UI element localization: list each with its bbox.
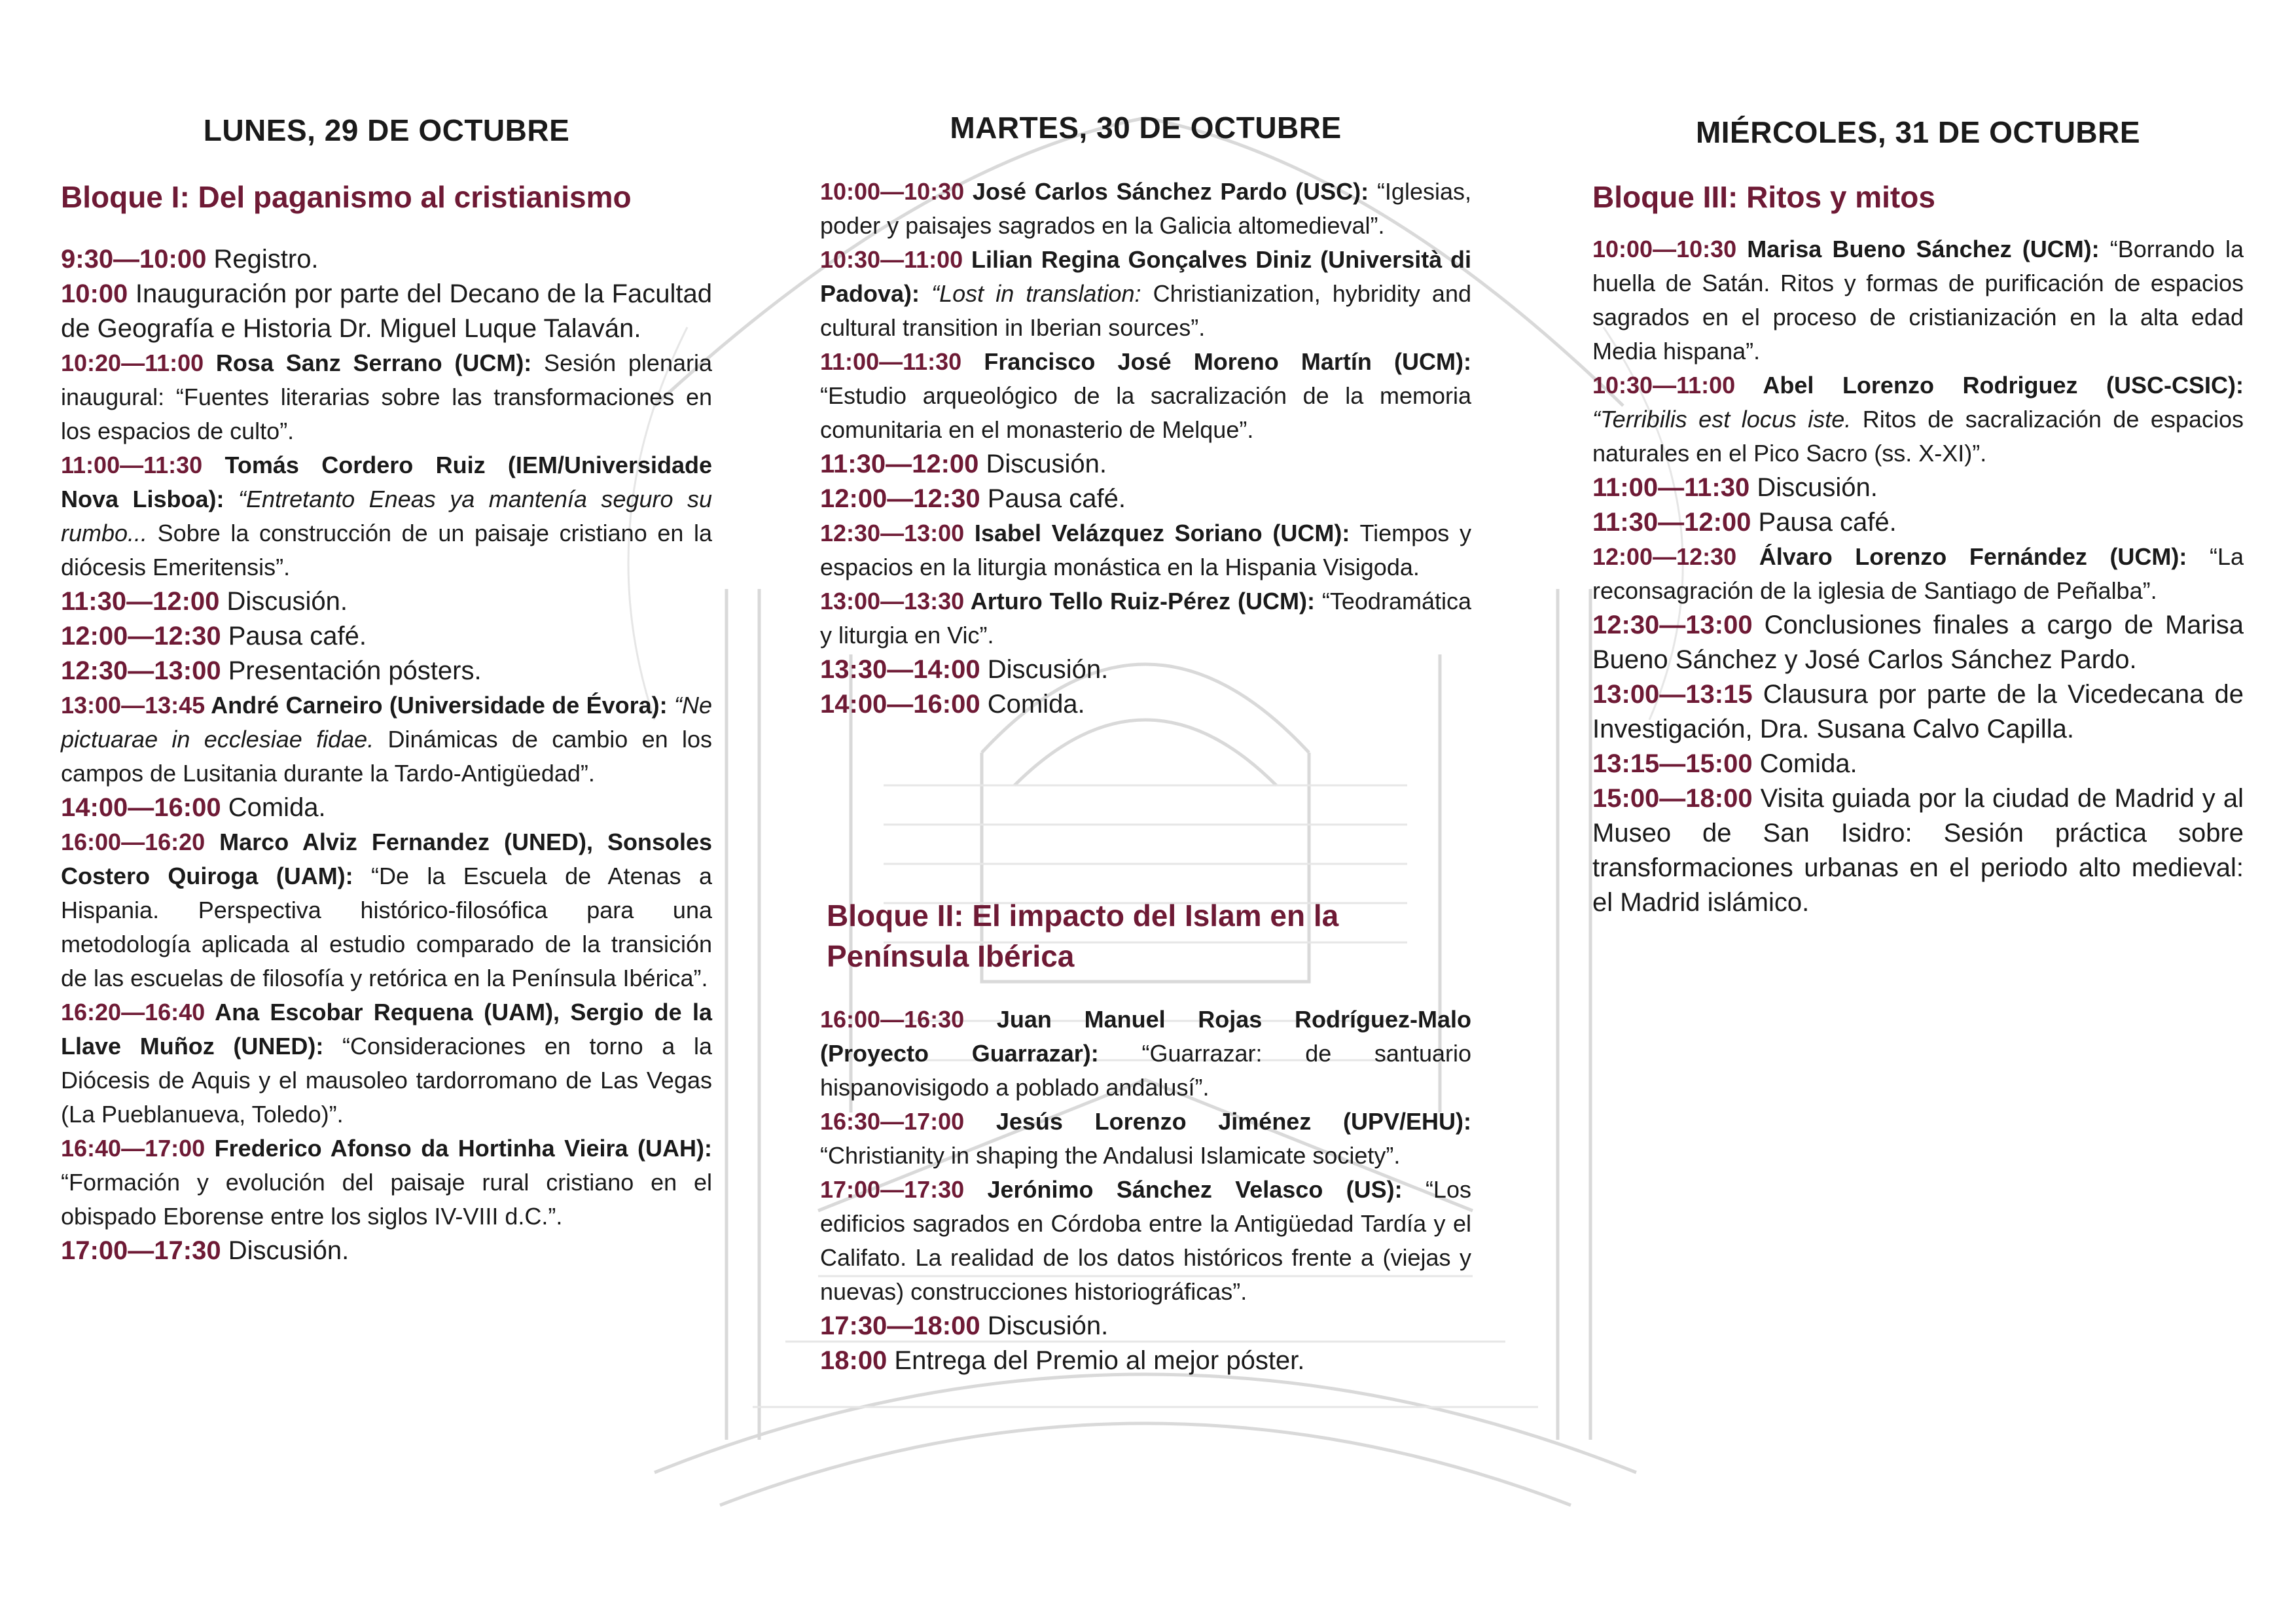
session-item [61, 619, 712, 654]
session-list [61, 242, 712, 1268]
session-text: Dinámicas de cambio en los campos de Lusitania durante la Tardo-Antigüedad”. [61, 726, 712, 787]
session-text: Comida. [221, 793, 326, 822]
session-list [1592, 232, 2244, 920]
session-text: Sobre la construcción de un paisaje cristiano en la diócesis Emeritensis”. [61, 520, 712, 580]
session-text: “De la Escuela de Atenas a Hispania. Perspectiva histórico-filosófica para una metodología aplicada al estudio comparado de la transición de las escuelas de filosofía y retórica en la Península Ibérica”. [61, 863, 712, 991]
session-time: 12:30—13:00 [61, 656, 221, 685]
session-text: Inauguración por parte del Decano de la Facultad de Geografía e Historia Dr. Miguel Luque Talaván. [61, 279, 712, 343]
session-text: Discusión. [219, 587, 348, 616]
session-item [61, 1234, 712, 1268]
session-item [61, 995, 712, 1132]
session-text: “Teodramática y liturgia en Vic”. [820, 588, 1471, 649]
session-text: Comida. [980, 690, 1085, 719]
session-item [820, 447, 1471, 482]
session-text: Discusión. [978, 450, 1107, 478]
session-text: “Formación y evolución del paisaje rural cristiano en el obispado Eborense entre los siglos IV-VIII d.C.”. [61, 1169, 712, 1230]
session-speaker: Lilian Regina Gonçalves Diniz (Università di Padova): [820, 246, 1471, 307]
session-time: 12:00—12:30 [61, 622, 221, 651]
session-text: Discusión. [1749, 473, 1878, 502]
session-text: Entrega del Premio al mejor póster. [887, 1346, 1305, 1375]
session-speaker: Frederico Afonso da Hortinha Vieira (UAH): [205, 1135, 712, 1162]
session-text: Presentación pósters. [221, 656, 482, 685]
session-speaker: Tomás Cordero Ruiz (IEM/Universidade Nova Lisboa): [61, 452, 712, 512]
session-time: 10:00 [61, 279, 128, 308]
session-item [61, 448, 712, 584]
session-item [1592, 608, 2244, 677]
session-item [820, 516, 1471, 584]
session-item [61, 584, 712, 619]
session-speaker: Isabel Velázquez Soriano (UCM): [964, 520, 1350, 546]
session-time: 16:30—17:00 [820, 1108, 965, 1135]
session-time: 18:00 [820, 1346, 888, 1375]
session-text-italic: “Ne pictuarae in ecclesiae fidae. [61, 692, 712, 753]
block-title: Bloque II: El impacto del Islam en la Península Ibérica [827, 899, 1339, 973]
session-text: Discusión. [980, 1311, 1109, 1340]
session-time: 11:30—12:00 [1592, 508, 1751, 537]
session-text: Clausura por parte de la Vicedecana de Investigación, Dra. Susana Calvo Capilla. [1592, 680, 2244, 743]
session-time: 16:20—16:40 [61, 999, 206, 1026]
session-text: Pausa café. [980, 484, 1126, 513]
session-item [61, 791, 712, 825]
session-time: 10:30—11:00 [1592, 372, 1736, 399]
session-list [820, 1003, 1471, 1378]
session-time: 17:00—17:30 [820, 1176, 965, 1203]
session-item [820, 243, 1471, 345]
session-text: “Estudio arqueológico de la sacralización de la memoria comunitaria en el monasterio de Melque”. [820, 382, 1471, 443]
session-item [61, 1132, 712, 1234]
session-item [1592, 232, 2244, 368]
session-text: Pausa café. [221, 622, 367, 651]
session-text: “Christianity in shaping the Andalusi Islamicate society”. [820, 1142, 1401, 1169]
session-text-italic: “Lost in translation: [920, 280, 1141, 307]
session-item [61, 277, 712, 346]
session-time: 10:00—10:30 [820, 178, 965, 205]
session-time: 9:30—10:00 [61, 245, 207, 274]
session-time: 17:00—17:30 [61, 1236, 221, 1265]
session-item [61, 654, 712, 688]
session-text: Tiempos y espacios en la liturgia monástica en la Hispania Visigoda. [820, 520, 1471, 580]
session-text-italic: “Terribilis est locus iste. [1592, 406, 1852, 433]
session-item [61, 688, 712, 791]
session-time: 10:30—11:00 [820, 246, 963, 273]
session-speaker: Jerónimo Sánchez Velasco (US): [964, 1176, 1403, 1203]
session-time: 13:00—13:45 [61, 692, 206, 719]
session-text: Registro. [206, 245, 319, 274]
session-text: Visita guiada por la ciudad de Madrid y al Museo de San Isidro: Sesión práctica sobre transformaciones urbanas en el periodo alto medieval: el Madrid islámico. [1592, 784, 2244, 917]
session-text: “Borrando la huella de Satán. Ritos y formas de purificación de espacios sagrados en el proceso de cristianización en la alta edad Media hispana”. [1592, 236, 2244, 365]
session-item [61, 825, 712, 995]
session-item [1592, 471, 2244, 505]
session-speaker: Arturo Tello Ruiz-Pérez (UCM): [964, 588, 1315, 615]
session-time: 13:15—15:00 [1592, 749, 1753, 778]
session-text: “Los edificios sagrados en Córdoba entre la Antigüedad Tardía y el Califato. La realidad de los datos históricos frente a (viejas y nuevas) construcciones historiográficas”. [820, 1176, 1471, 1305]
session-item [820, 1173, 1471, 1309]
session-speaker: Abel Lorenzo Rodriguez (USC-CSIC): [1735, 372, 2244, 399]
session-time: 12:30—13:00 [1592, 611, 1753, 639]
session-time: 12:00—12:30 [820, 484, 980, 513]
session-item [820, 652, 1471, 687]
session-item [1592, 781, 2244, 920]
day-heading: MIÉRCOLES, 31 DE OCTUBRE [1695, 115, 2141, 149]
session-list [820, 175, 1471, 722]
session-speaker: Marco Alviz Fernandez (UNED), Sonsoles Costero Quiroga (UAM): [61, 829, 712, 889]
session-time: 11:00—11:30 [820, 348, 962, 375]
session-time: 11:00—11:30 [61, 452, 203, 478]
session-item [61, 346, 712, 448]
session-time: 11:30—12:00 [61, 587, 220, 616]
session-time: 15:00—18:00 [1592, 784, 1753, 813]
session-speaker: Marisa Bueno Sánchez (UCM): [1736, 236, 2100, 262]
session-speaker: André Carneiro (Universidade de Évora): [205, 692, 668, 719]
session-speaker: Rosa Sanz Serrano (UCM): [204, 349, 532, 376]
session-item [61, 242, 712, 277]
session-text: “Guarrazar: de santuario hispanovisigodo a poblado andalusí”. [820, 1040, 1472, 1101]
session-item [1592, 540, 2244, 608]
session-time: 10:00—10:30 [1592, 236, 1737, 262]
session-item [1592, 747, 2244, 781]
session-item [1592, 677, 2244, 747]
session-time: 12:30—13:00 [820, 520, 965, 546]
session-item [820, 175, 1471, 243]
session-item [820, 1309, 1471, 1344]
session-speaker: Ana Escobar Requena (UAM), Sergio de la Llave Muñoz (UNED): [61, 999, 712, 1060]
session-time: 11:30—12:00 [820, 450, 979, 478]
session-time: 13:30—14:00 [820, 655, 980, 684]
session-item [820, 584, 1471, 652]
block-title: Bloque III: Ritos y mitos [1592, 180, 1935, 214]
session-text: Discusión. [221, 1236, 350, 1265]
session-time: 11:00—11:30 [1592, 473, 1750, 502]
session-item [820, 1344, 1471, 1378]
session-speaker: Juan Manuel Rojas Rodríguez-Malo (Proyecto Guarrazar): [820, 1006, 1471, 1067]
session-item [820, 1105, 1471, 1173]
session-time: 10:20—11:00 [61, 349, 204, 376]
session-item [1592, 368, 2244, 471]
session-text: Ritos de sacralización de espacios naturales en el Pico Sacro (ss. X-XI)”. [1592, 406, 2244, 467]
session-time: 16:00—16:20 [61, 829, 206, 855]
session-item [820, 345, 1471, 447]
session-text-italic: “Entretanto Eneas ya mantenía seguro su rumbo... [61, 486, 713, 546]
session-time: 14:00—16:00 [61, 793, 221, 822]
session-item [820, 1003, 1471, 1105]
day-heading: MARTES, 30 DE OCTUBRE [950, 111, 1342, 145]
block-title: Bloque I: Del paganismo al cristianismo [61, 180, 632, 214]
session-time: 13:00—13:15 [1592, 680, 1753, 709]
session-speaker: Jesús Lorenzo Jiménez (UPV/EHU): [964, 1108, 1471, 1135]
session-text: “La reconsagración de la iglesia de Santiago de Peñalba”. [1592, 543, 2244, 604]
session-time: 16:00—16:30 [820, 1006, 965, 1033]
session-time: 17:30—18:00 [820, 1311, 980, 1340]
session-speaker: José Carlos Sánchez Pardo (USC): [964, 178, 1369, 205]
session-text: “Iglesias, poder y paisajes sagrados en la Galicia altomedieval”. [820, 178, 1471, 239]
session-item [1592, 505, 2244, 540]
session-time: 14:00—16:00 [820, 690, 980, 719]
session-text: Sesión plenaria inaugural: “Fuentes literarias sobre las transformaciones en los espacios de culto”. [61, 349, 712, 444]
session-text: Conclusiones finales a cargo de Marisa Bueno Sánchez y José Carlos Sánchez Pardo. [1592, 611, 2244, 674]
session-time: 16:40—17:00 [61, 1135, 206, 1162]
day-heading: LUNES, 29 DE OCTUBRE [203, 113, 570, 147]
session-text: “Consideraciones en torno a la Diócesis de Aquis y el mausoleo tardorromano de Las Vegas (La Pueblanueva, Toledo)”. [61, 1033, 712, 1128]
session-text: Comida. [1752, 749, 1857, 778]
session-time: 12:00—12:30 [1592, 543, 1737, 570]
session-speaker: Álvaro Lorenzo Fernández (UCM): [1736, 543, 2187, 570]
session-text: Discusión. [980, 655, 1109, 684]
session-speaker: Francisco José Moreno Martín (UCM): [961, 348, 1471, 375]
session-item [820, 482, 1471, 516]
session-text: Christianization, hybridity and cultural transition in Iberian sources”. [820, 280, 1471, 341]
session-time: 13:00—13:30 [820, 588, 965, 615]
session-item [820, 687, 1471, 722]
session-text: Pausa café. [1751, 508, 1897, 537]
